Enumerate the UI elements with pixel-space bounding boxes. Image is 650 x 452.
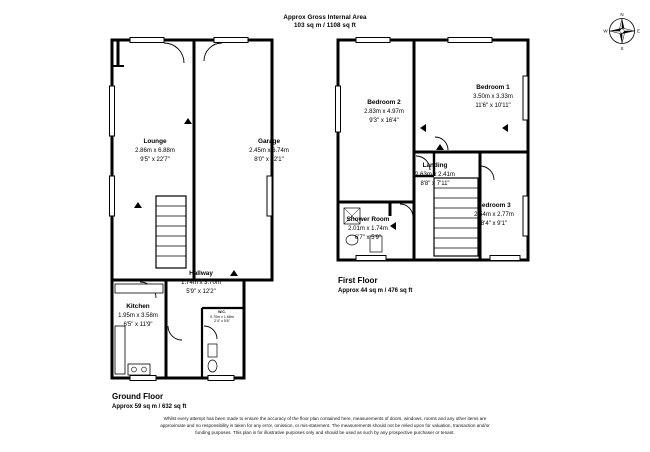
room-label-kitchen — [110, 303, 166, 329]
compass-rose — [600, 8, 644, 52]
room-dimension-metric: 2.83m x 4.97m — [364, 108, 404, 115]
room-dimension-imperial: 8'4" x 9'1" — [480, 220, 508, 227]
first-floor-subtitle: Approx 44 sq m / 476 sq ft — [338, 288, 413, 294]
first-floor-title-block — [338, 276, 412, 294]
room-dimension-metric: 1.74m x 3.70m — [181, 279, 221, 286]
svg-text:E: E — [636, 28, 641, 34]
room-dimension-metric: 2.01m x 1.74m — [348, 225, 388, 232]
ground-floor-title-block — [112, 392, 186, 410]
room-dimension-imperial: 8'0" x 22'1" — [254, 156, 284, 163]
room-name: Landing — [422, 162, 448, 169]
room-name: Lounge — [143, 138, 167, 145]
header-line-1: Approx Gross Internal Area — [283, 14, 367, 21]
ground-floor-subtitle: Approx 59 sq m / 632 sq ft — [112, 404, 187, 410]
room-label-landing — [404, 162, 466, 188]
room-name: Hallway — [189, 270, 213, 277]
room-dimension-metric: 0.70m x 1.68m — [210, 314, 234, 319]
room-label-bedroom-1 — [458, 84, 528, 110]
room-dimension-imperial: 2'4" x 5'6" — [214, 319, 230, 324]
disclaimer-text: Whilst every attempt has been made to ensure the accuracy of the floor plan contained here, measurements of doors, windows, rooms and any other items are approximate and no responsibility is taken for any error, omission, or mis-statement. The measurements should not be relied upon for valuation, transaction and/or funding purposes. This plan is for illustrative purposes only and should be used as such by any prospective purchaser or tenant. — [160, 416, 490, 435]
room-name: Bedroom 1 — [476, 84, 510, 91]
room-dimension-imperial: 6'5" x 11'9" — [123, 321, 153, 328]
room-name: Garage — [257, 138, 281, 145]
room-label-garage — [238, 138, 300, 164]
room-name: Bedroom 2 — [367, 99, 401, 106]
room-dimension-metric: 2.45m x 6.74m — [249, 147, 289, 154]
room-dimension-imperial: 11'6" x 10'11" — [475, 102, 511, 109]
room-dimension-imperial: 8'8" x 7'11" — [420, 180, 450, 187]
room-dimension-imperial: 9'3" x 16'4" — [369, 117, 399, 124]
first-floor-title: First Floor — [338, 276, 378, 285]
ground-floor-title: Ground Floor — [112, 392, 164, 401]
room-name: Kitchen — [126, 303, 150, 310]
room-dimension-metric: 1.95m x 3.58m — [118, 312, 158, 319]
room-dimension-imperial: 9'5" x 22'7" — [140, 156, 170, 163]
ground-floor-plan — [104, 26, 284, 386]
svg-text:N: N — [620, 12, 624, 17]
svg-text:W: W — [603, 28, 608, 34]
room-name: Bedroom 3 — [477, 202, 511, 209]
room-name: W.C. — [218, 310, 226, 314]
room-dimension-metric: 3.50m x 3.33m — [473, 93, 513, 100]
room-dimension-metric: 2.86m x 6.88m — [135, 147, 175, 154]
room-dimension-imperial: 6'7" x 5'9" — [354, 234, 382, 241]
room-dimension-metric: 2.63m x 2.41m — [415, 171, 455, 178]
room-label-wc — [200, 310, 244, 324]
header-line-2: 103 sq m / 1108 sq ft — [294, 22, 356, 30]
room-dimension-metric: 2.54m x 2.77m — [474, 211, 514, 218]
room-label-bedroom-2 — [352, 99, 416, 125]
room-label-lounge — [124, 138, 186, 164]
room-label-hallway — [172, 270, 230, 296]
room-label-bedroom-3 — [462, 202, 526, 228]
svg-text:S: S — [620, 46, 624, 51]
room-name: Shower Room — [346, 216, 390, 223]
room-label-shower-room — [336, 216, 400, 242]
room-dimension-imperial: 5'9" x 12'2" — [186, 288, 216, 295]
